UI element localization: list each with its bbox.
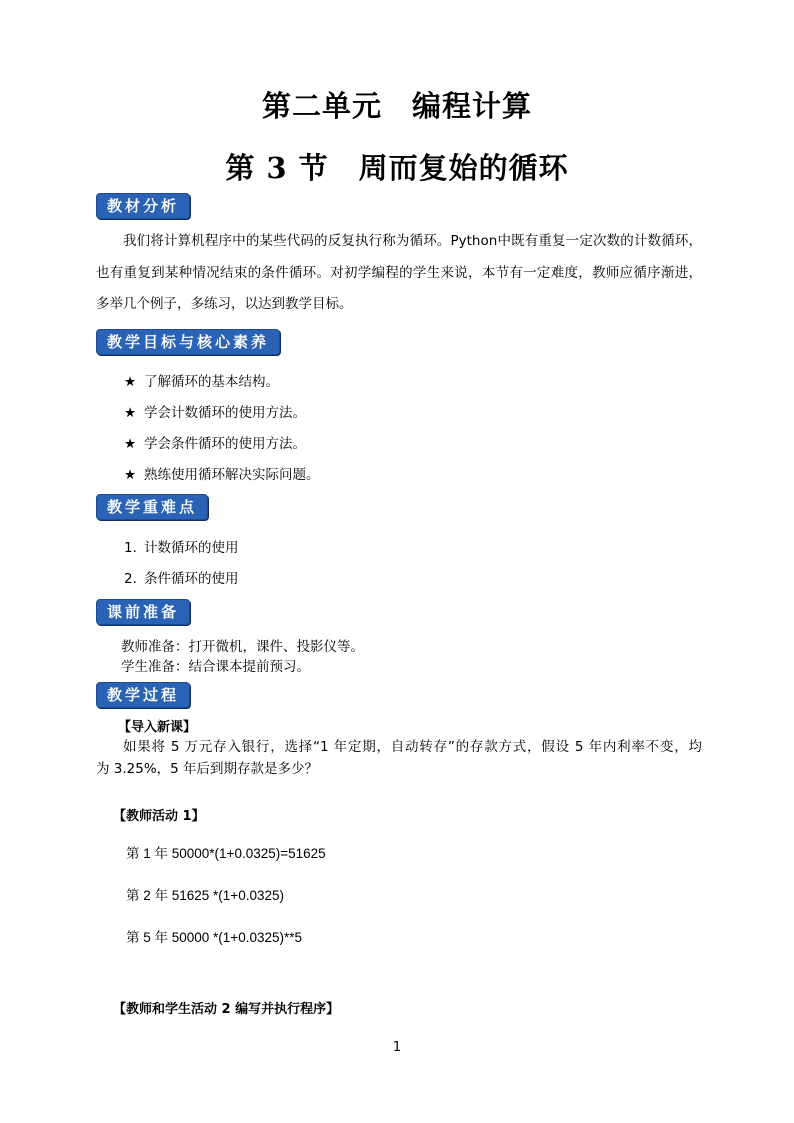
analysis-line-2: 也有重复到某种情况结束的条件循环。对初学编程的学生来说，本节有一定难度，教师应循序渐进，: [96, 264, 702, 281]
star-icon: ★: [124, 405, 137, 421]
badge-goals: 教学目标与核心素养: [96, 329, 280, 355]
formula-year-1: 第 1 年 50000*(1+0.0325)=51625: [126, 846, 326, 861]
badge-analysis: 教材分析: [96, 193, 190, 219]
analysis-paragraph: [96, 226, 702, 321]
key-point-item: 1. 计数循环的使用: [124, 540, 239, 556]
analysis-line-3: 多举几个例子，多练习，以达到教学目标。: [96, 296, 353, 312]
teacher-prep: 教师准备：打开微机，课件、投影仪等。: [121, 639, 364, 655]
badge-prep: 课前准备: [96, 599, 190, 625]
unit-title: 第二单元 编程计算: [261, 89, 532, 123]
key-point-item: 2. 条件循环的使用: [124, 571, 239, 587]
formula-year-2: 第 2 年 51625 *(1+0.0325): [126, 888, 284, 903]
intro-paragraph: [96, 736, 702, 780]
star-icon: ★: [124, 436, 137, 452]
goal-item: ★ 熟练使用循环解决实际问题。: [124, 467, 320, 483]
student-prep: 学生准备：结合课本提前预习。: [121, 659, 310, 675]
badge-process: 教学过程: [96, 682, 190, 708]
star-icon: ★: [124, 467, 137, 483]
intro-line-2: 为 3.25%，5 年后到期存款是多少？: [96, 761, 319, 777]
page-number: 1: [392, 1040, 402, 1055]
formula-year-5: 第 5 年 50000 *(1+0.0325)**5: [126, 930, 302, 945]
badge-key-points: 教学重难点: [96, 494, 208, 520]
activity2-heading: 【教师和学生活动 2 编写并执行程序】: [113, 1002, 340, 1017]
goal-item: ★ 学会计数循环的使用方法。: [124, 405, 306, 421]
goal-item: ★ 了解循环的基本结构。: [124, 374, 279, 390]
star-icon: ★: [124, 374, 137, 390]
intro-line-1: 如果将 5 万元存入银行，选择“1 年定期，自动转存”的存款方式，假设 5 年内利率不变，均: [123, 739, 702, 755]
section-title: 第 3 节 周而复始的循环: [225, 151, 569, 185]
activity1-heading: 【教师活动 1】: [113, 809, 205, 824]
analysis-line-1: 我们将计算机程序中的某些代码的反复执行称为循环。Python中既有重复一定次数的计数循环，: [123, 233, 702, 249]
goal-item: ★ 学会条件循环的使用方法。: [124, 436, 306, 452]
intro-heading: 【导入新课】: [118, 720, 197, 735]
